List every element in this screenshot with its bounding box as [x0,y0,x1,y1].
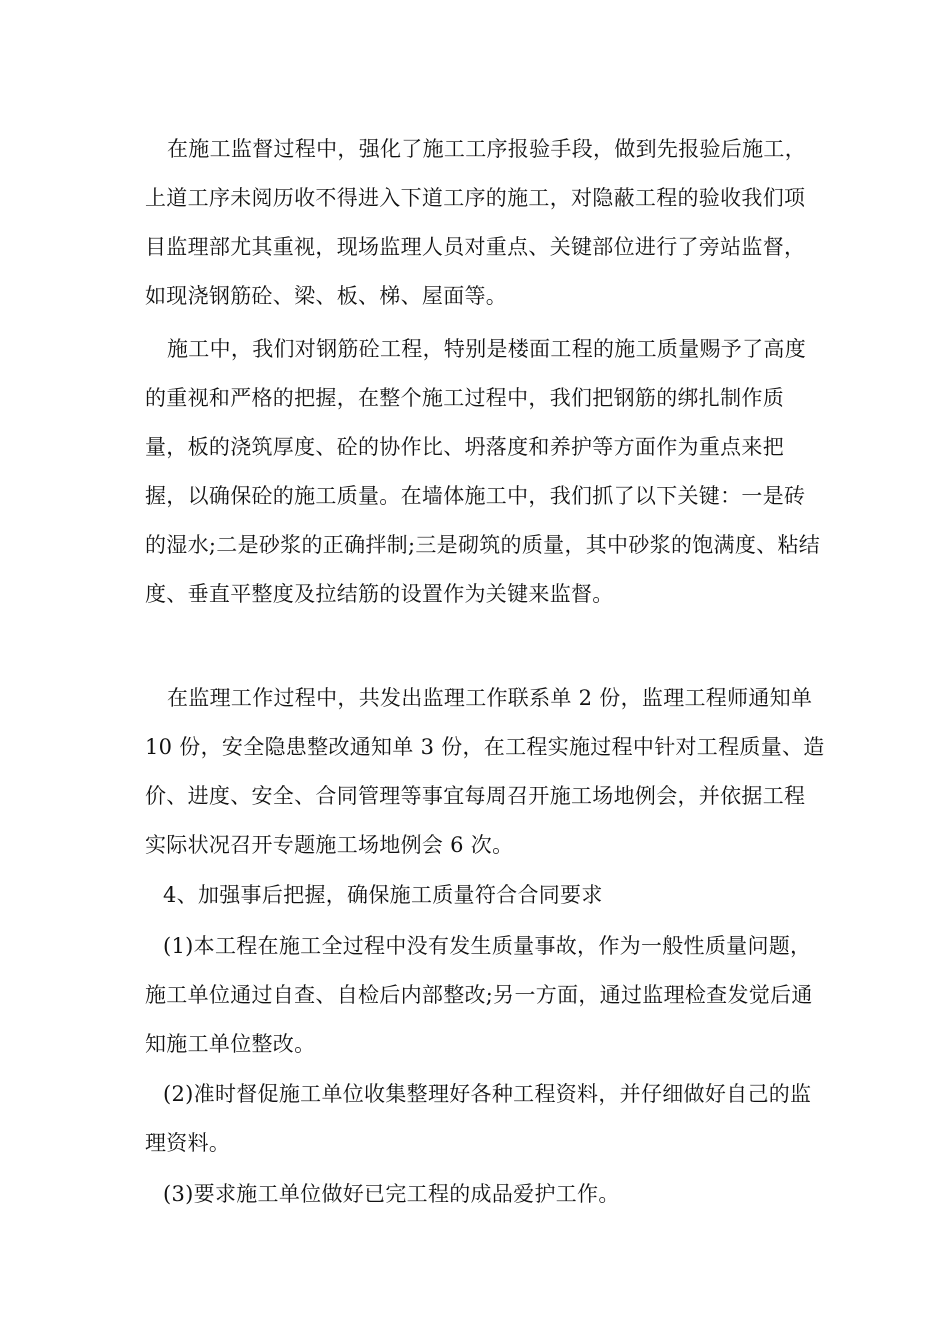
section-heading-post-control: 4、加强事后把握，确保施工质量符合合同要求 [163,883,603,907]
paragraph-supervision-notices: 在监理工作过程中，共发出监理工作联系单 2 份，监理工程师通知单 10 份，安全隐患整改通知单 3 份，在工程实施过程中针对工程质量、造价、进度、安全、合同管理等事宜每周召开施工场地例会，并依据工程实际状况召开专题施工场地例会 6 次。 [145,686,825,857]
list-item-3: (3)要求施工单位做好已完工程的成品爱护工作。 [163,1182,620,1206]
list-item-1: (1)本工程在施工全过程中没有发生质量事故，作为一般性质量问题，施工单位通过自查、自检后内部整改;另一方面，通过监理检查发觉后通知施工单位整改。 [145,934,813,1056]
paragraph-site-supervision: 在施工监督过程中，强化了施工工序报验手段，做到先报验后施工，上道工序未阅历收不得进入下道工序的施工，对隐蔽工程的验收我们项目监理部尤其重视，现场监理人员对重点、关键部位进行了旁站监督，如现浇钢筋砼、梁、板、梯、屋面等。 [145,137,806,308]
paragraph-concrete-and-masonry: 施工中，我们对钢筋砼工程，特别是楼面工程的施工质量赐予了高度的重视和严格的把握，在整个施工过程中，我们把钢筋的绑扎制作质量，板的浇筑厚度、砼的协作比、坍落度和养护等方面作为重点来把握，以确保砼的施工质量。在墙体施工中，我们抓了以下关键：一是砖的湿水;二是砂浆的正确拌制;三是砌筑的质量，其中砂浆的饱满度、粘结度、垂直平整度及拉结筋的设置作为关键来监督。 [145,337,821,606]
list-item-2: (2)准时督促施工单位收集整理好各种工程资料，并仔细做好自己的监理资料。 [145,1082,812,1155]
